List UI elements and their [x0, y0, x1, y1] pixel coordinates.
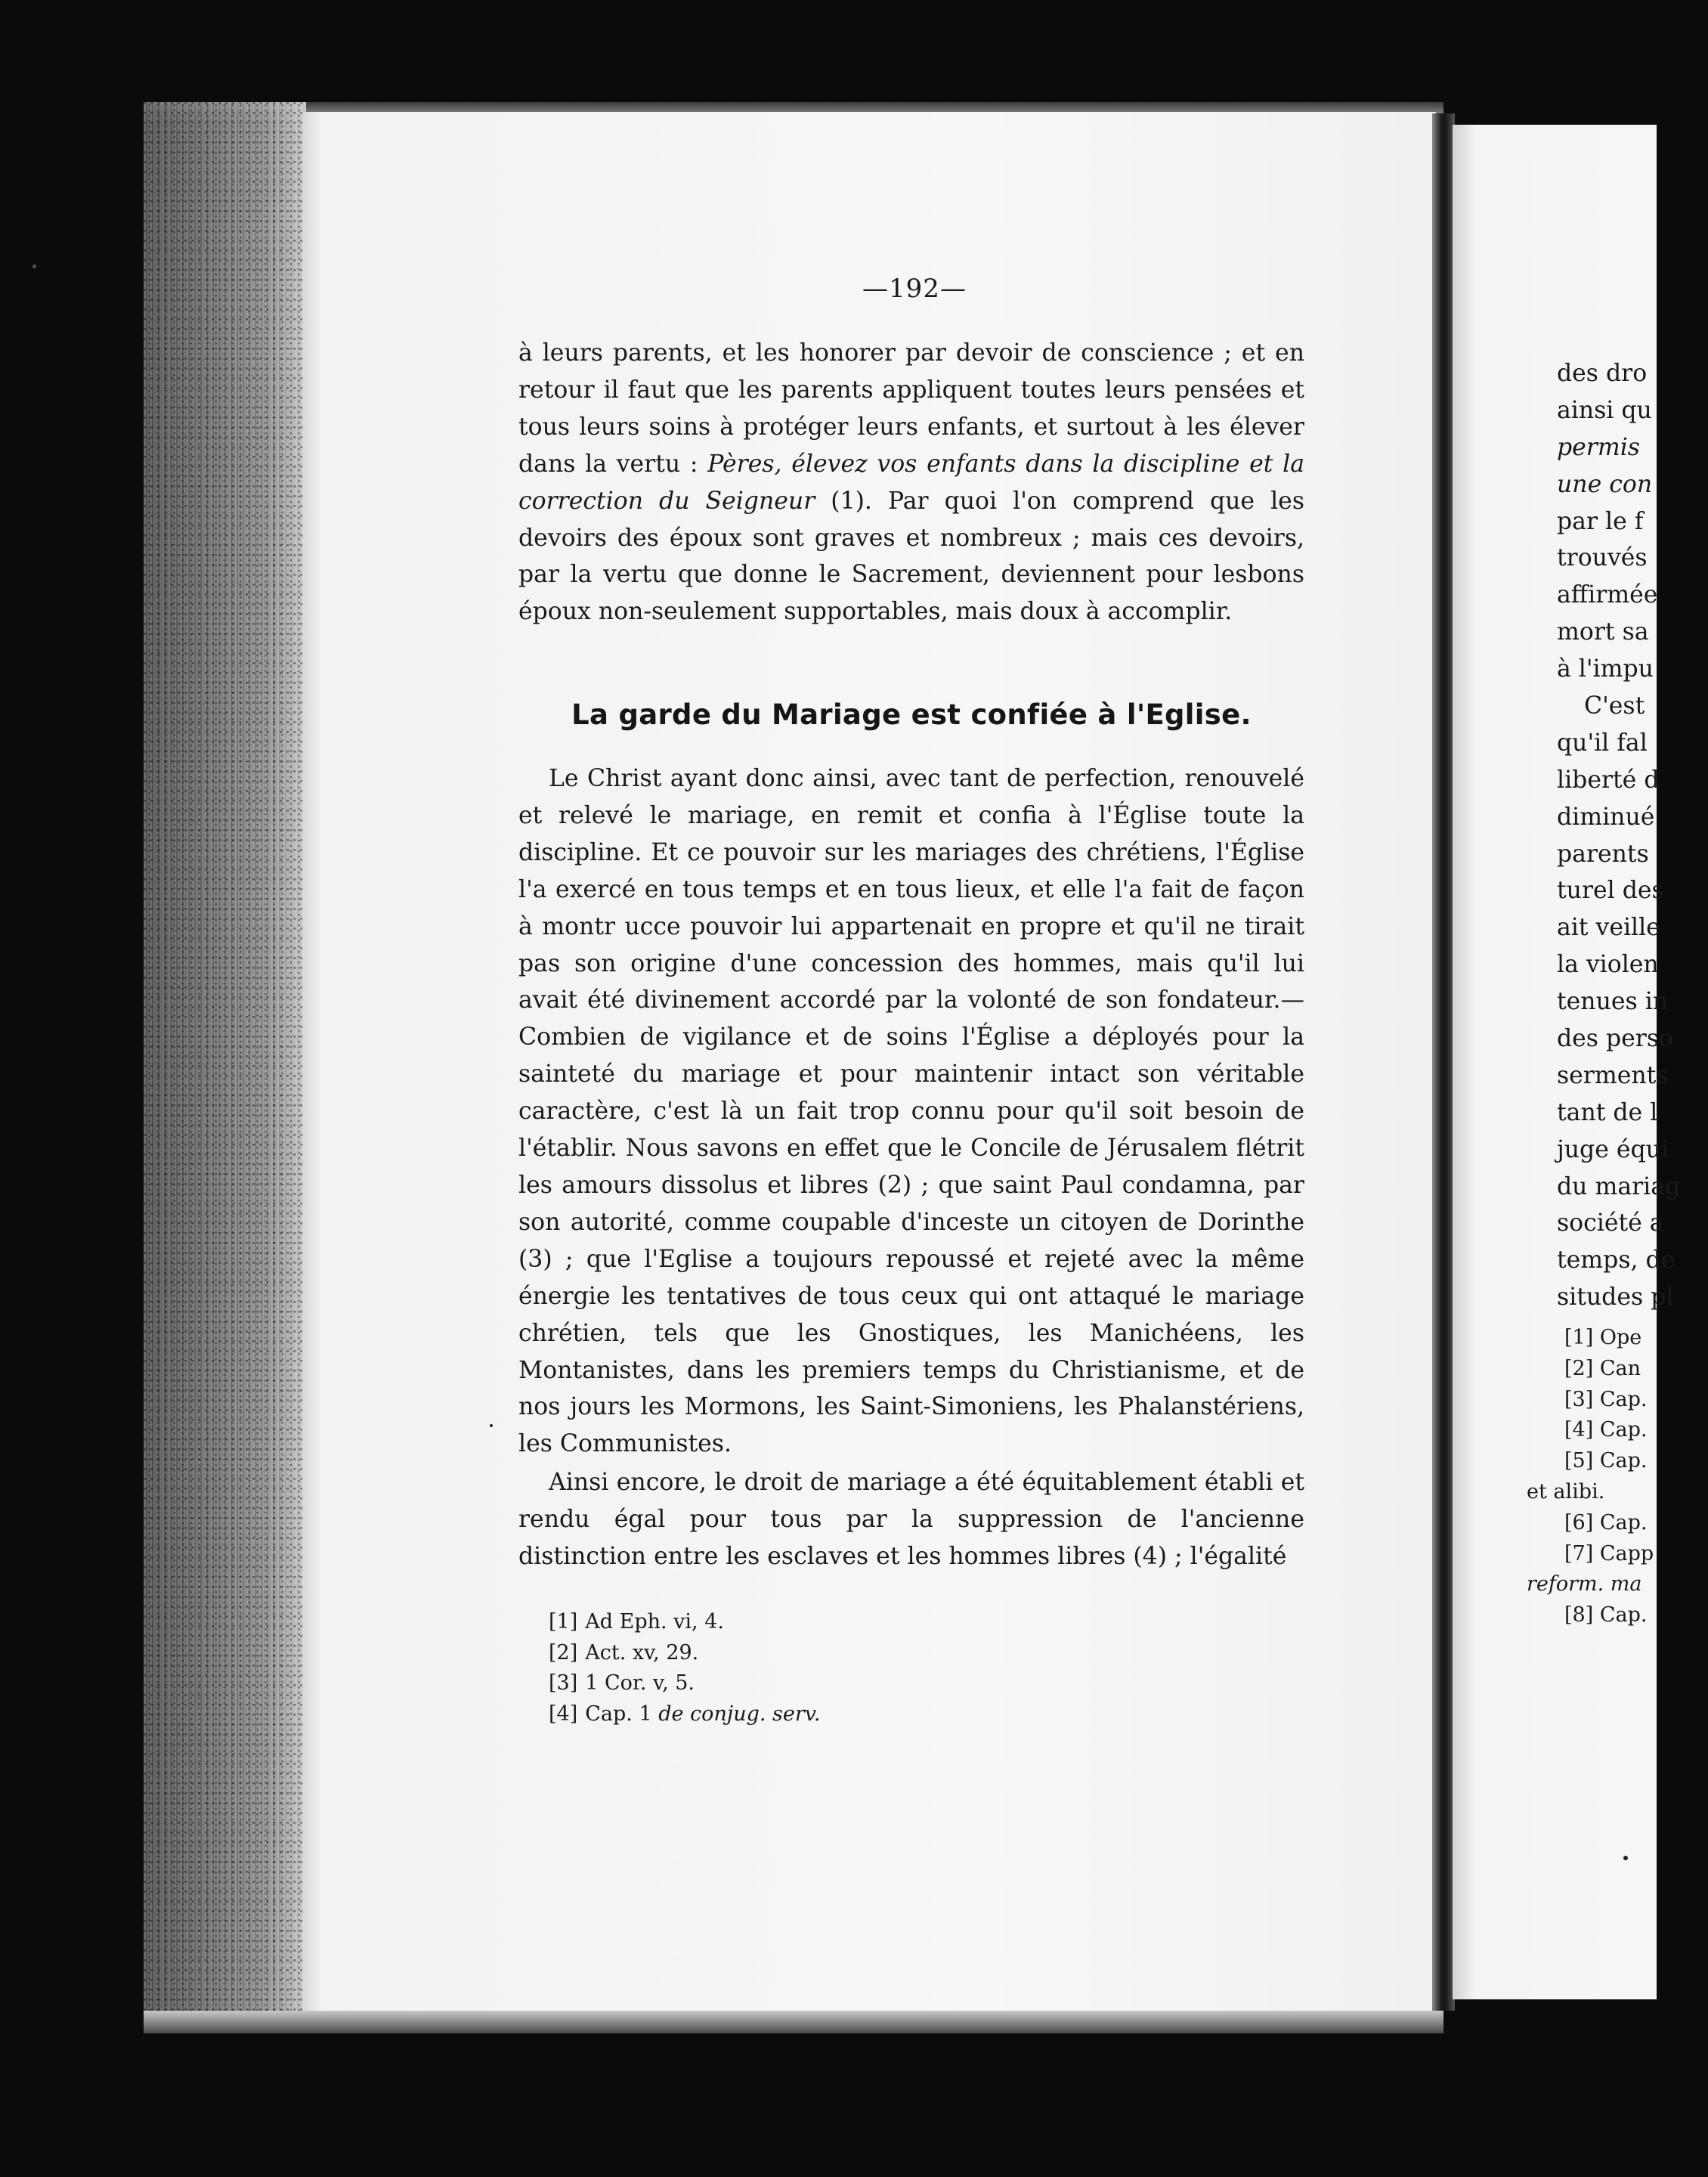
right-page-line: la violen [1557, 951, 1659, 979]
italic-quote: Pères, élevez vos enfants dans la discipline et la correction du Seigneur [518, 450, 1304, 515]
footnote-text: Ad Eph. vi, 4. [585, 1610, 724, 1634]
footnote-text: Act. xv, 29. [585, 1640, 699, 1664]
right-page-note: [1] Ope [1564, 1326, 1642, 1349]
right-page-line: par le f [1557, 507, 1644, 535]
right-page-line: mort sa [1557, 618, 1649, 646]
right-page-line: trouvés [1557, 544, 1648, 572]
scan-speck [1623, 1856, 1628, 1860]
right-page-line: parents [1557, 840, 1649, 868]
footnote-marker: [4] [549, 1702, 578, 1726]
right-page-line: tant de l [1557, 1098, 1658, 1126]
right-page-line: ait veille [1557, 914, 1660, 942]
right-page-line: C'est [1584, 692, 1645, 720]
right-page-note: reform. ma [1527, 1572, 1642, 1596]
right-page-line: du mariag [1557, 1172, 1681, 1200]
footnote-marker: [1] [549, 1610, 578, 1634]
page-number: —192— [862, 274, 967, 304]
footnote-marker: [3] [549, 1671, 578, 1695]
footnote-marker: [2] [549, 1640, 578, 1664]
footnote [549, 1699, 1002, 1730]
footnote [549, 1607, 1002, 1638]
right-page-note: [8] Cap. [1564, 1603, 1648, 1627]
scan-speck [32, 265, 36, 268]
right-page-line: à l'impu [1557, 655, 1654, 683]
continued-paragraph [518, 335, 1304, 630]
scan-speck [490, 1424, 493, 1427]
right-page-note: [3] Cap. [1564, 1387, 1648, 1411]
footnote [549, 1668, 1002, 1699]
right-page-note: [6] Cap. [1564, 1510, 1648, 1534]
right-page-line: des dro [1557, 360, 1648, 387]
right-page-line: une con [1557, 470, 1653, 498]
right-page-line: ainsi qu [1557, 396, 1652, 424]
right-page-line: affirmée [1557, 581, 1658, 609]
right-page-note: [7] Capp [1564, 1541, 1654, 1565]
text-run: (1). Par quoi l'on comprend que les devoirs des époux sont graves et nombreux ; mais ces devoirs, par la vertu que donne le Sacrement, deviennent pour lesbons époux non-seulement supportables, mais doux à accomplir. [518, 487, 1304, 626]
book-gutter [1432, 113, 1455, 2011]
footnote [549, 1638, 1002, 1669]
right-page-line: des perso [1557, 1025, 1673, 1053]
right-page-line: serments [1557, 1061, 1669, 1089]
book-bottom-edge [144, 2011, 1443, 2033]
right-page-line: diminué [1557, 803, 1655, 831]
paragraph: Le Christ ayant donc ainsi, avec tant de perfection, renouvelé et relevé le mariage, en remit et confia à l'Église toute la discipline. Et ce pouvoir sur les mariages des chrétiens, l'Église l'a exercé en tous temps et en tous lieux, et elle l'a fait de façon à montr ucce pouvoir lui appartenait en propre et qu'il ne tirait pas son origine d'une concession des hommes, mais qu'il lui avait été divinement accordé par la volonté de son fondateur.—Combien de vigilance et de soins l'Église a déployés pour la sainteté du mariage et pour maintenir intact son véritable caractère, c'est là un fait trop connu pour qu'il soit besoin de l'établir. Nous savons en effet que le Concile de Jérusalem flétrit les amours dissolus et libres (2) ; que saint Paul condamna, par son autorité, comme coupable d'inceste un citoyen de Dorinthe (3) ; que l'Eglise a toujours repoussé et rejeté avec la même énergie les tentatives de tous ceux qui ont attaqué le mariage chrétien, tels que les Gnostiques, les Manichéens, les Montanistes, dans les premiers temps du Christianisme, et de nos jours les Mormons, les Saint-Simoniens, les Phalanstériens, les Communistes. [518, 765, 1304, 1458]
right-page-line: tenues in [1557, 988, 1669, 1016]
right-page-line: permis [1557, 433, 1640, 461]
right-page-note: [2] Can [1564, 1356, 1641, 1380]
paragraph: Ainsi encore, le droit de mariage a été équitablement établi et rendu égal pour tous par la suppression de l'ancienne distinction entre les esclaves et les hommes libres (4) ; l'égalité [518, 1469, 1304, 1571]
right-page-line: liberté d [1557, 766, 1660, 794]
text-run: à leurs parents, et les honorer par devoir de conscience ; et en retour il faut que les parents appliquent toutes leurs pensées et tous leurs soins à protéger leurs enfants, et surtout à les élever dans la vertu : [518, 339, 1304, 478]
right-page-line: qu'il fal [1557, 729, 1648, 757]
right-page-note: et alibi. [1527, 1479, 1605, 1503]
right-page-line: société a [1557, 1209, 1664, 1237]
right-page-line: turel des [1557, 877, 1664, 905]
right-page-line: situdes pl [1557, 1284, 1674, 1311]
book-page-edges [144, 102, 306, 2030]
right-page [1453, 125, 1657, 1999]
footnotes [549, 1607, 1002, 1730]
paragraph-continuation [518, 335, 1304, 630]
footnote-text: 1 Cor. v, 5. [585, 1671, 695, 1695]
footnote-text: Cap. 1 [585, 1702, 659, 1726]
right-page-line: temps, de [1557, 1246, 1676, 1274]
footnote-italic: de conjug. serv. [658, 1702, 821, 1726]
main-text [518, 760, 1304, 1575]
right-page-line: juge équi [1557, 1135, 1669, 1163]
right-page-note: [5] Cap. [1564, 1449, 1648, 1473]
right-page-note: [4] Cap. [1564, 1418, 1648, 1442]
section-heading: La garde du Mariage est confiée à l'Eglise. [571, 698, 1252, 731]
